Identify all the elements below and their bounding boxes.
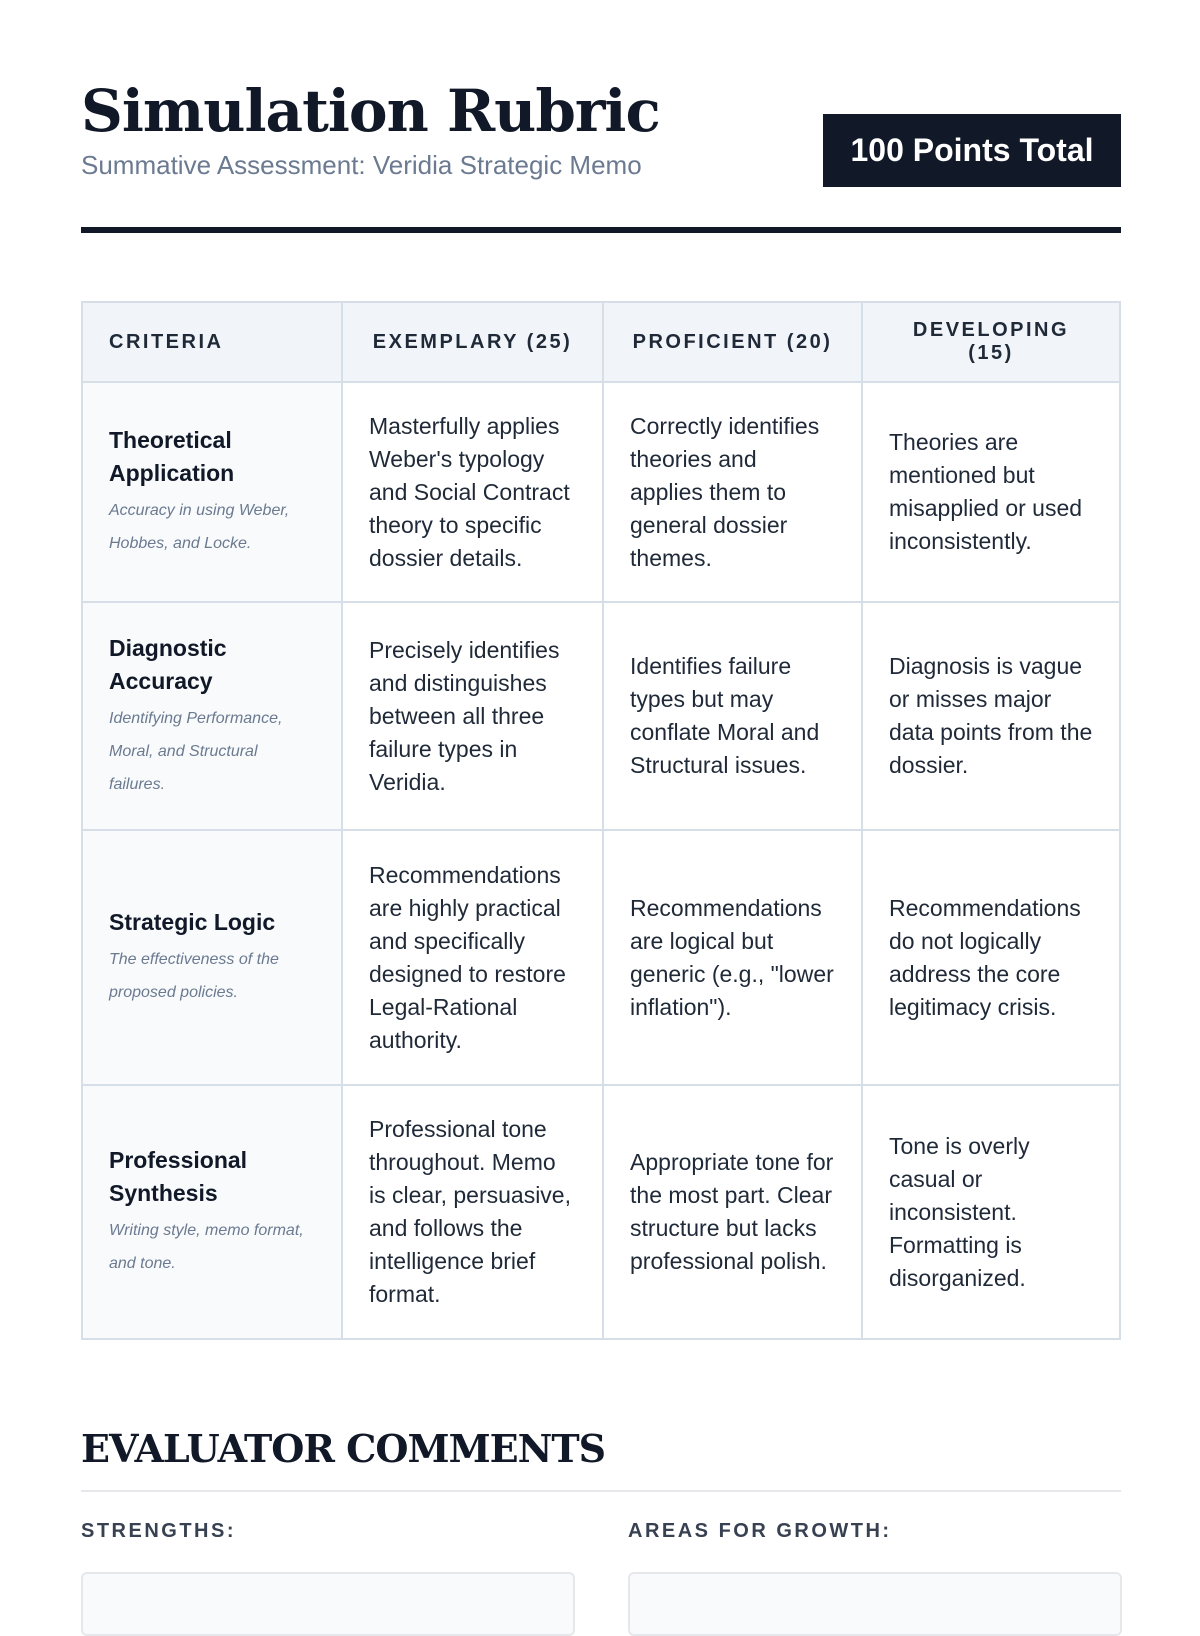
criterion-description: Accuracy in using Weber, Hobbes, and Locke. [109,502,290,552]
column-header-exemplary: EXEMPLARY (25) [342,302,603,382]
page-header [81,0,1121,235]
developing-cell: Theories are mentioned but misapplied or used inconsistently. [862,382,1120,602]
rubric-table [81,301,1121,1340]
table-row [82,602,1120,830]
table-row [82,382,1120,602]
exemplary-cell: Recommendations are highly practical and specifically designed to restore Legal-Rational authority. [342,830,603,1085]
exemplary-cell: Masterfully applies Weber's typology and Social Contract theory to specific dossier details. [342,382,603,602]
evaluator-comments-heading: EVALUATOR COMMENTS [81,1426,606,1471]
table-row [82,1085,1120,1339]
rubric-page [81,0,1121,1542]
criterion-title: Strategic Logic [109,909,276,935]
exemplary-cell: Professional tone throughout. Memo is clear, persuasive, and follows the intelligence brief format. [342,1085,603,1339]
developing-cell: Diagnosis is vague or misses major data points from the dossier. [862,602,1120,830]
table-row [82,830,1120,1085]
proficient-cell: Identifies failure types but may conflate Moral and Structural issues. [603,602,862,830]
developing-cell: Recommendations do not logically address the core legitimacy crisis. [862,830,1120,1085]
criterion-description: The effectiveness of the proposed policies. [109,951,279,1001]
criterion-description: Writing style, memo format, and tone. [109,1222,304,1272]
criterion-title: Professional Synthesis [109,1147,248,1206]
exemplary-cell: Precisely identifies and distinguishes between all three failure types in Veridia. [342,602,603,830]
criterion-title: Theoretical Application [109,427,235,486]
page-subtitle: Summative Assessment: Veridia Strategic Memo [81,150,642,180]
developing-cell: Tone is overly casual or inconsistent. Formatting is disorganized. [862,1085,1120,1339]
criterion-cell [82,602,342,830]
criterion-cell [82,830,342,1085]
points-total-badge: 100 Points Total [823,114,1121,187]
column-header-criteria: CRITERIA [82,302,342,382]
page-title: Simulation Rubric [81,77,660,145]
criterion-cell [82,1085,342,1339]
strengths-comment-box[interactable] [81,1572,575,1636]
criterion-description: Identifying Performance, Moral, and Structural failures. [109,709,283,793]
strengths-label: STRENGTHS: [81,1520,236,1542]
comments-divider [81,1490,1121,1492]
growth-comment-box[interactable] [628,1572,1122,1636]
criterion-cell [82,382,342,602]
column-header-proficient: PROFICIENT (20) [603,302,862,382]
header-divider [81,227,1121,233]
proficient-cell: Correctly identifies theories and applies them to general dossier themes. [603,382,862,602]
column-header-developing: DEVELOPING (15) [862,302,1120,382]
proficient-cell: Recommendations are logical but generic (e.g., "lower inflation"). [603,830,862,1085]
rubric-header-row [82,302,1120,382]
proficient-cell: Appropriate tone for the most part. Clear structure but lacks professional polish. [603,1085,862,1339]
criterion-title: Diagnostic Accuracy [109,634,227,694]
growth-label: AREAS FOR GROWTH: [628,1520,892,1542]
